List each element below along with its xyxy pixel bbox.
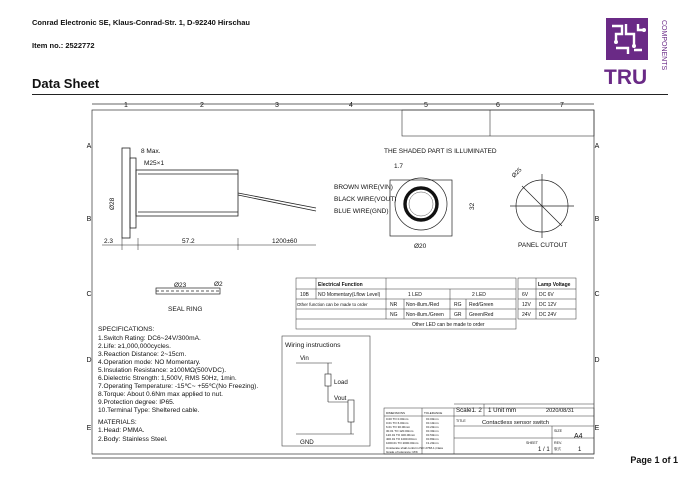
cell-led-note: Other LED can be made to order <box>412 322 485 328</box>
material-line: 2.Body: Stainless Steel. <box>98 436 168 443</box>
tol-row-value: ±0.20mm <box>426 425 439 429</box>
dim-d25: Ø25 <box>511 167 524 180</box>
page-title: Data Sheet <box>32 76 100 91</box>
cell-rg-txt: Red/Green <box>469 302 494 308</box>
wiring-diagram <box>282 336 370 446</box>
th-lamp: Lamp Voltage <box>538 282 571 288</box>
dim-1-7: 1.7 <box>394 163 404 170</box>
col-label-6: 6 <box>496 102 500 109</box>
dim-8max: 8 Max. <box>141 148 161 155</box>
cell-dc12v: DC 12V <box>539 302 557 308</box>
rev-value: 1 <box>578 447 582 453</box>
dim-d28: Ø28 <box>109 197 116 210</box>
row-label-c: C <box>86 291 92 298</box>
tol-row-value: ±0.50mm <box>426 433 439 437</box>
dim-1200: 1200±60 <box>272 238 298 245</box>
tol-row-value: ±1.20mm <box>426 441 439 445</box>
row-label-a-right: A <box>594 143 600 150</box>
tol-row: 400.01 TO 1000.00mm <box>386 437 417 441</box>
tol-row-value: ±0.10mm <box>426 421 439 425</box>
tol-row: 1000.01 TO 2000.00mm <box>386 441 419 445</box>
tol-row: 120.01 TO 400.00mm <box>386 433 416 437</box>
cell-nr: NR <box>390 302 398 308</box>
company-address: Conrad Electronic SE, Klaus-Conrad-Str. 1, D-92240 Hirschau <box>32 18 250 27</box>
panel-cutout-drawing <box>510 174 574 238</box>
materials-heading: MATERIALS: <box>98 419 137 426</box>
page-number: 1 <box>654 455 660 465</box>
size-value: A4 <box>574 433 583 440</box>
tol-row-value: ±0.80mm <box>426 437 439 441</box>
cell-nr-txt: Non-illum./Red <box>406 302 440 308</box>
cell-gr: GR <box>454 312 462 318</box>
page-total: 1 <box>672 455 678 465</box>
wire-blue-label: BLUE WIRE(GND) <box>334 208 389 215</box>
col-label-2: 2 <box>200 102 204 109</box>
tru-components-logo <box>604 14 672 88</box>
spec-line: 1.Switch Rating: DC6~24V/300mA. <box>98 335 201 342</box>
specifications <box>98 326 258 443</box>
dim-32: 32 <box>469 202 476 210</box>
row-label-d: D <box>86 357 92 364</box>
cell-no-momentary: NO Momentary(Lflow Level) <box>318 292 381 298</box>
cell-rg: RG <box>454 302 462 308</box>
tol-row-value: ±0.30mm <box>426 429 439 433</box>
row-label-c-right: C <box>594 291 600 298</box>
spec-line: 10.Terminal Type: Sheltered cable. <box>98 407 200 414</box>
seal-ring-label: SEAL RING <box>168 306 203 313</box>
tol-row: 0.00 TO 0.00mm <box>386 417 409 421</box>
switch-front-view <box>390 178 452 236</box>
row-label-a: A <box>86 143 92 150</box>
spec-line: 5.Insulation Resistance: ≥100MΩ(500VDC). <box>98 367 227 374</box>
col-label-7: 7 <box>560 102 564 109</box>
panel-cutout-label: PANEL CUTOUT <box>518 242 568 249</box>
row-label-b: B <box>86 216 92 223</box>
wiring-vin: Vin <box>300 355 309 362</box>
rev-cn-label: 版次 <box>554 447 562 451</box>
cell-dc6v: DC 6V <box>539 292 554 298</box>
wiring-gnd: GND <box>300 439 314 446</box>
technical-drawing <box>86 98 600 463</box>
unit-label: 1 Unit mm <box>488 407 517 414</box>
wiring-vout: Vout <box>334 395 347 402</box>
col-label-3: 3 <box>275 102 279 109</box>
row-label-b-right: B <box>594 216 600 223</box>
cell-24v: 24V <box>522 312 531 318</box>
logo-side-text: COMPONENTS <box>660 20 667 71</box>
material-line: 1.Head: PMMA. <box>98 427 145 434</box>
cell-other-function: Other function can be made to order <box>297 302 368 307</box>
dim-2-3: 2.3 <box>104 238 114 245</box>
tol-note: Untolerate shall conform ISO 2768-1,Class <box>386 446 444 450</box>
tol-grade: Grade of tolerance: M/K <box>386 450 418 454</box>
tol-header-dim: DIMENSIONS <box>386 411 406 415</box>
spec-line: 4.Operation mode: NO Momentary. <box>98 359 201 366</box>
cell-2led: 2 LED <box>472 292 486 298</box>
dim-d23: Ø23 <box>174 282 187 289</box>
cell-ng: NG <box>390 312 398 318</box>
page-of: of <box>661 455 671 465</box>
tol-row: 6.01 TO 30.00mm <box>386 425 411 429</box>
spec-heading: SPECIFICATIONS: <box>98 326 155 333</box>
tol-header-tol: TOLERANCE <box>424 411 443 415</box>
cell-gr-txt: Green/Red <box>469 312 494 318</box>
spec-line: 3.Reaction Distance: 2~15cm. <box>98 351 187 358</box>
wiring-load: Load <box>334 379 348 386</box>
dim-57-2: 57.2 <box>182 238 195 245</box>
sheet-value: 1 / 1 <box>538 447 550 453</box>
tol-row: 0.01 TO 6.00mm <box>386 421 409 425</box>
th-electrical: Electrical Function <box>318 282 363 288</box>
cell-1led: 1 LED <box>408 292 422 298</box>
cell-6v: 6V <box>522 292 529 298</box>
row-label-e-right: E <box>594 425 600 432</box>
row-label-e: E <box>86 425 92 432</box>
item-number: Item no.: 2522772 <box>32 41 95 50</box>
wire-brown-label: BROWN WIRE(VIN) <box>334 184 393 191</box>
spec-line: 6.Dielectric Strength: 1,500V, RMS 50Hz, 1min. <box>98 375 237 382</box>
spec-line: 8.Torque: About 0.6Nm max applied to nut. <box>98 391 223 398</box>
wiring-title: Wiring instructions <box>285 342 341 349</box>
row-label-d-right: D <box>594 357 600 364</box>
scale-label: Scale1. 2 <box>456 407 482 414</box>
col-label-4: 4 <box>349 102 353 109</box>
shaded-note: THE SHADED PART IS ILLUMINATED <box>384 148 497 155</box>
wire-black-label: BLACK WIRE(VOUT) <box>334 196 397 203</box>
spec-line: 7.Operating Temperature: -15℃~ +55℃(No Freezing). <box>98 383 259 390</box>
col-label-5: 5 <box>424 102 428 109</box>
sheet-label: SHEET <box>526 441 538 445</box>
cell-dc24v: DC 24V <box>539 312 557 318</box>
title-rule <box>32 94 668 95</box>
cell-12v: 12V <box>522 302 531 308</box>
date-label: 2020/08/31 <box>546 408 574 414</box>
logo-letters: TRU <box>604 66 648 88</box>
tol-row-value: ±0.00mm <box>426 417 439 421</box>
col-label-1: 1 <box>124 102 128 109</box>
cell-ng-txt: Non-illum./Green <box>406 312 444 318</box>
spec-line: 9.Protection degree: IP65. <box>98 399 175 406</box>
tol-row: 30.01 TO 120.00mm <box>386 429 414 433</box>
spec-line: 2.Life: ≥1,000,000cycles. <box>98 343 171 350</box>
page-indicator <box>630 455 678 465</box>
title-label: TITLE <box>456 419 466 423</box>
page-label: Page <box>630 455 652 465</box>
seal-ring-drawing <box>156 288 220 294</box>
drawing-name: Contactless sensor switch <box>482 420 550 426</box>
size-label: SIZE <box>554 429 562 433</box>
dim-d2: Ø2 <box>214 281 223 288</box>
dim-thread: M25×1 <box>144 160 165 167</box>
dim-d20: Ø20 <box>414 243 427 250</box>
cell-10b: 10B <box>300 292 309 298</box>
rev-label: REV. <box>554 441 563 445</box>
